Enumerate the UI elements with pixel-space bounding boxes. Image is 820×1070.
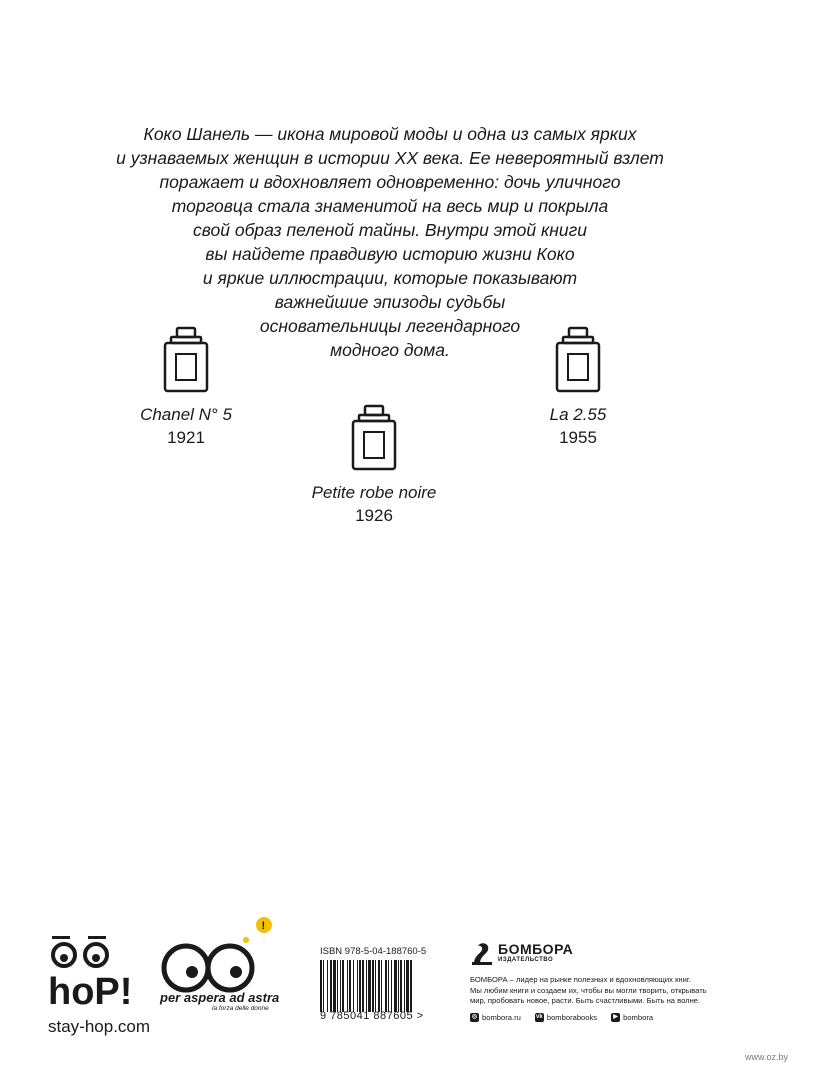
perfume-petite-robe-noire	[294, 404, 454, 528]
instagram-icon: ◎	[471, 1013, 478, 1020]
barcode-bar	[362, 960, 364, 1012]
barcode-bar	[394, 960, 397, 1012]
barcode-bar	[368, 960, 371, 1012]
barcode-bar	[404, 960, 405, 1012]
barcode-bar	[372, 960, 374, 1012]
barcode-bar	[333, 960, 336, 1012]
barcode-number: 9 785041 887605 >	[320, 1010, 424, 1022]
barcode-bar	[340, 960, 341, 1012]
alert-badge-text: !	[261, 920, 266, 932]
perfume-year: 1955	[559, 428, 597, 447]
bombora-wave-icon	[470, 940, 494, 966]
perfume-name: Petite robe noire	[311, 483, 437, 502]
barcode-bar	[400, 960, 402, 1012]
description-line: вы найдете правдивую историю жизни Коко	[205, 244, 575, 264]
barcode-bar	[391, 960, 392, 1012]
social-label: bomborabooks	[546, 1012, 598, 1022]
barcode-bar	[357, 960, 358, 1012]
barcode-bar	[381, 960, 382, 1012]
social-link-instagram[interactable]	[470, 1013, 521, 1022]
bombora-logo	[470, 940, 760, 966]
perfume-bottle-icon	[349, 404, 399, 472]
barcode-bar	[347, 960, 348, 1012]
publisher-subtitle: ИЗДАТЕЛЬСТВО	[498, 957, 554, 963]
social-label: bombora.ru	[482, 1012, 521, 1022]
description-line: свой образ пеленой тайны. Внутри этой книги	[193, 220, 587, 240]
barcode-bar	[375, 960, 376, 1012]
description-line: модного дома.	[330, 340, 450, 360]
barcode-bar	[353, 960, 354, 1012]
youtube-icon: ▶	[611, 1013, 620, 1022]
barcode-image	[320, 960, 440, 1012]
barcode-bar	[378, 960, 380, 1012]
isbn-text: ISBN 978-5-04-188760-5	[320, 946, 427, 957]
barcode-bar	[359, 960, 361, 1012]
perfume-bottle-icon	[553, 326, 603, 394]
social-link-youtube[interactable]	[611, 1013, 653, 1022]
publisher-description-line: БОМБОРА – лидер на рынке полезных и вдохновляющих книг.	[470, 975, 691, 984]
publisher-description	[470, 975, 760, 1007]
barcode-bar	[327, 960, 328, 1012]
perfume-chanel-no5	[106, 326, 266, 450]
per-aspera-subtitle: la forza delle donne	[212, 1005, 269, 1012]
watermark: www.oz.by	[745, 1052, 789, 1062]
description-line: и яркие иллюстрации, которые показывают	[202, 268, 578, 288]
hop-logo-text: hoP!	[48, 971, 133, 1006]
description-line: Коко Шанель — икона мировой моды и одна из самых ярких	[143, 124, 637, 144]
perfume-year: 1926	[355, 506, 393, 525]
barcode-bar	[366, 960, 367, 1012]
vk-icon: vk	[536, 1013, 543, 1020]
perfume-bottle-icon	[161, 326, 211, 394]
description-line: важнейшие эпизоды судьбы	[274, 292, 506, 312]
perfume-name: La 2.55	[549, 405, 607, 424]
perfume-name: Chanel N° 5	[140, 405, 232, 424]
barcode-bar	[398, 960, 399, 1012]
social-links	[470, 1013, 760, 1022]
barcode-bar	[330, 960, 332, 1012]
description-line: и узнаваемых женщин в истории XX века. Ее невероятный взлет	[116, 148, 664, 168]
barcode-bar	[342, 960, 344, 1012]
barcode-bar	[385, 960, 387, 1012]
barcode-bar	[337, 960, 338, 1012]
barcode-bar	[320, 960, 322, 1012]
barcode-bar	[388, 960, 389, 1012]
publisher-description-line: Мы любим книги и создаем их, чтобы вы могли творить, открывать	[470, 985, 707, 995]
hop-logo	[48, 934, 134, 1011]
per-aspera-logo	[158, 914, 288, 999]
hop-website: stay-hop.com	[48, 1017, 151, 1036]
social-link-vk[interactable]	[535, 1013, 597, 1022]
barcode-bar	[410, 960, 412, 1012]
barcode-bar	[406, 960, 409, 1012]
description-line: поражает и вдохновляет одновременно: дочь уличного	[159, 172, 621, 192]
perfume-year: 1921	[167, 428, 205, 447]
description-line: торговца стала знаменитой на весь мир и покрыла	[171, 196, 609, 216]
publisher-description-line: мир, пробовать новое, расти. Быть счастливыми. Быть на волне.	[470, 996, 701, 1005]
publisher-block	[470, 940, 760, 1022]
publisher-name: БОМБОРА	[498, 941, 574, 957]
perfume-la-255	[498, 326, 658, 450]
barcode-bar	[349, 960, 351, 1012]
barcode-bar	[323, 960, 324, 1012]
per-aspera-title: per aspera ad astra	[160, 990, 280, 1005]
description-line: основательницы легендарного	[259, 316, 521, 336]
social-label: bombora	[623, 1012, 654, 1022]
barcode-block	[320, 946, 444, 1022]
